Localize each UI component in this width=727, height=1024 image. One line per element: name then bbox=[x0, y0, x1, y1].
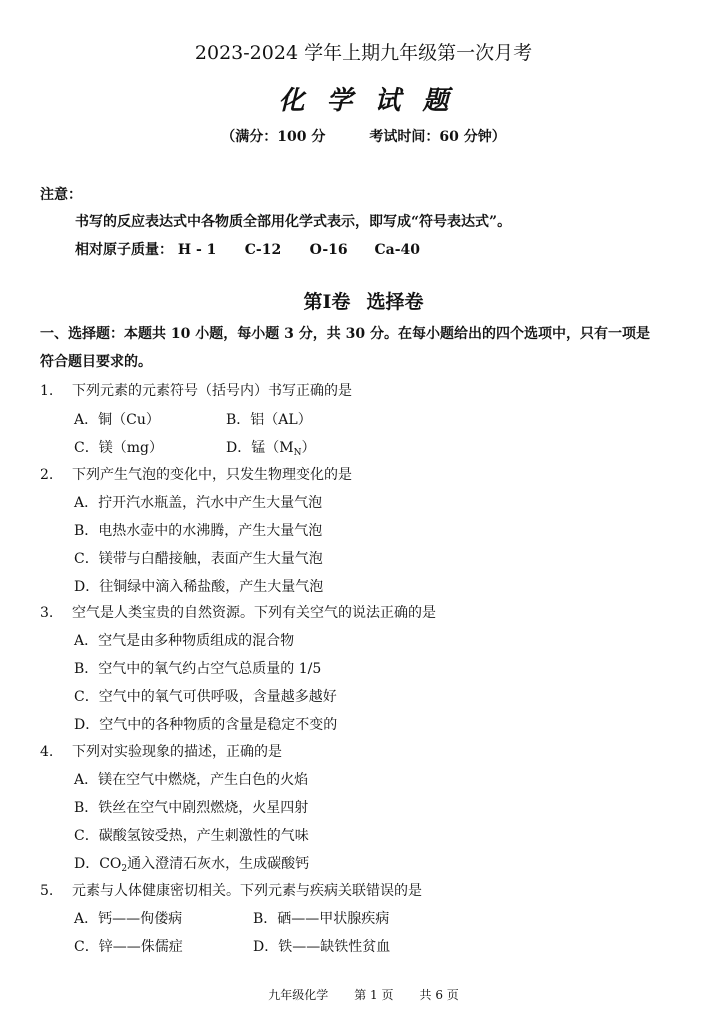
score-and-time bbox=[0, 128, 727, 146]
notes-line: 书写的反应表达式中各物质全部用化学式表示，即写成“符号表达式”。 bbox=[75, 214, 512, 230]
mass-ca: Ca-40 bbox=[374, 242, 421, 258]
footer-page: 第 1 页 bbox=[354, 988, 394, 1002]
q5-option-c: C．锌——侏儒症 bbox=[74, 939, 183, 955]
section-instructions: 一、选择题：本题共 10 小题，每小题 3 分，共 30 分。在每小题给出的四个选项中，只有一项是 bbox=[40, 326, 650, 342]
exam-title: 2023-2024 学年上期九年级第一次月考 bbox=[194, 42, 533, 64]
q1-option-a: A．铜（Cu） bbox=[74, 412, 160, 428]
footer-subject: 九年级化学 bbox=[268, 988, 329, 1002]
question-1: 1. 下列元素的元素符号（括号内）书写正确的是 bbox=[40, 383, 352, 399]
atomic-mass-line bbox=[75, 241, 420, 259]
q4-option-c: C．碳酸氢铵受热，产生刺激性的气味 bbox=[74, 828, 309, 844]
q3-option-c: C．空气中的氧气可供呼吸，含量越多越好 bbox=[74, 689, 337, 705]
footer-total: 共 6 页 bbox=[419, 988, 459, 1002]
mass-h: H - 1 bbox=[177, 242, 217, 258]
mass-o: O-16 bbox=[309, 242, 348, 258]
q4-option-b: B．铁丝在空气中剧烈燃烧，火星四射 bbox=[74, 800, 309, 816]
q2-option-d: D．往铜绿中滴入稀盐酸，产生大量气泡 bbox=[74, 579, 324, 595]
subject-title: 化学试题 bbox=[278, 86, 471, 116]
question-3: 3. 空气是人类宝贵的自然资源。下列有关空气的说法正确的是 bbox=[40, 605, 436, 621]
q5-option-d: D．铁——缺铁性贫血 bbox=[253, 939, 391, 955]
q1-option-b: B．铝（AL） bbox=[226, 412, 312, 428]
q4-option-a: A．镁在空气中燃烧，产生白色的火焰 bbox=[74, 772, 309, 788]
q3-option-a: A．空气是由多种物质组成的混合物 bbox=[74, 633, 295, 649]
q3-option-d: D．空气中的各种物质的含量是稳定不变的 bbox=[74, 717, 338, 733]
q2-option-a: A．拧开汽水瓶盖，汽水中产生大量气泡 bbox=[74, 495, 323, 511]
q2-option-b: B．电热水壶中的水沸腾，产生大量气泡 bbox=[74, 523, 323, 539]
q4-option-d: D．$CO_2$通入澄清石灰水，生成碳酸钙 bbox=[74, 856, 310, 874]
full-score: （满分：100 分 bbox=[221, 129, 326, 145]
question-5: 5. 元素与人体健康密切相关。下列元素与疾病关联错误的是 bbox=[40, 883, 422, 899]
mass-c: C-12 bbox=[244, 242, 282, 258]
exam-time: 考试时间：60 分钟） bbox=[369, 129, 506, 145]
section-title: 第Ⅰ卷 选择卷 bbox=[303, 291, 424, 313]
q2-option-c: C．镁带与白醋接触，表面产生大量气泡 bbox=[74, 551, 323, 567]
page-footer bbox=[0, 986, 727, 1004]
question-4: 4. 下列对实验现象的描述，正确的是 bbox=[40, 744, 282, 760]
section-instructions-cont: 符合题目要求的。 bbox=[40, 354, 152, 370]
q5-option-b: B．硒——甲状腺疾病 bbox=[253, 911, 390, 927]
notes-title: 注意： bbox=[40, 187, 82, 203]
q5-option-a: A．钙——佝偻病 bbox=[74, 911, 183, 927]
q1-option-c: C．镁（mg） bbox=[74, 440, 163, 456]
atomic-mass-label: 相对原子质量： bbox=[75, 242, 173, 258]
q1-option-d: D．锰$(M_N)$ bbox=[226, 440, 316, 458]
question-2: 2. 下列产生气泡的变化中，只发生物理变化的是 bbox=[40, 467, 352, 483]
q3-option-b: B．空气中的氧气约占空气总质量的 1/5 bbox=[74, 661, 322, 677]
